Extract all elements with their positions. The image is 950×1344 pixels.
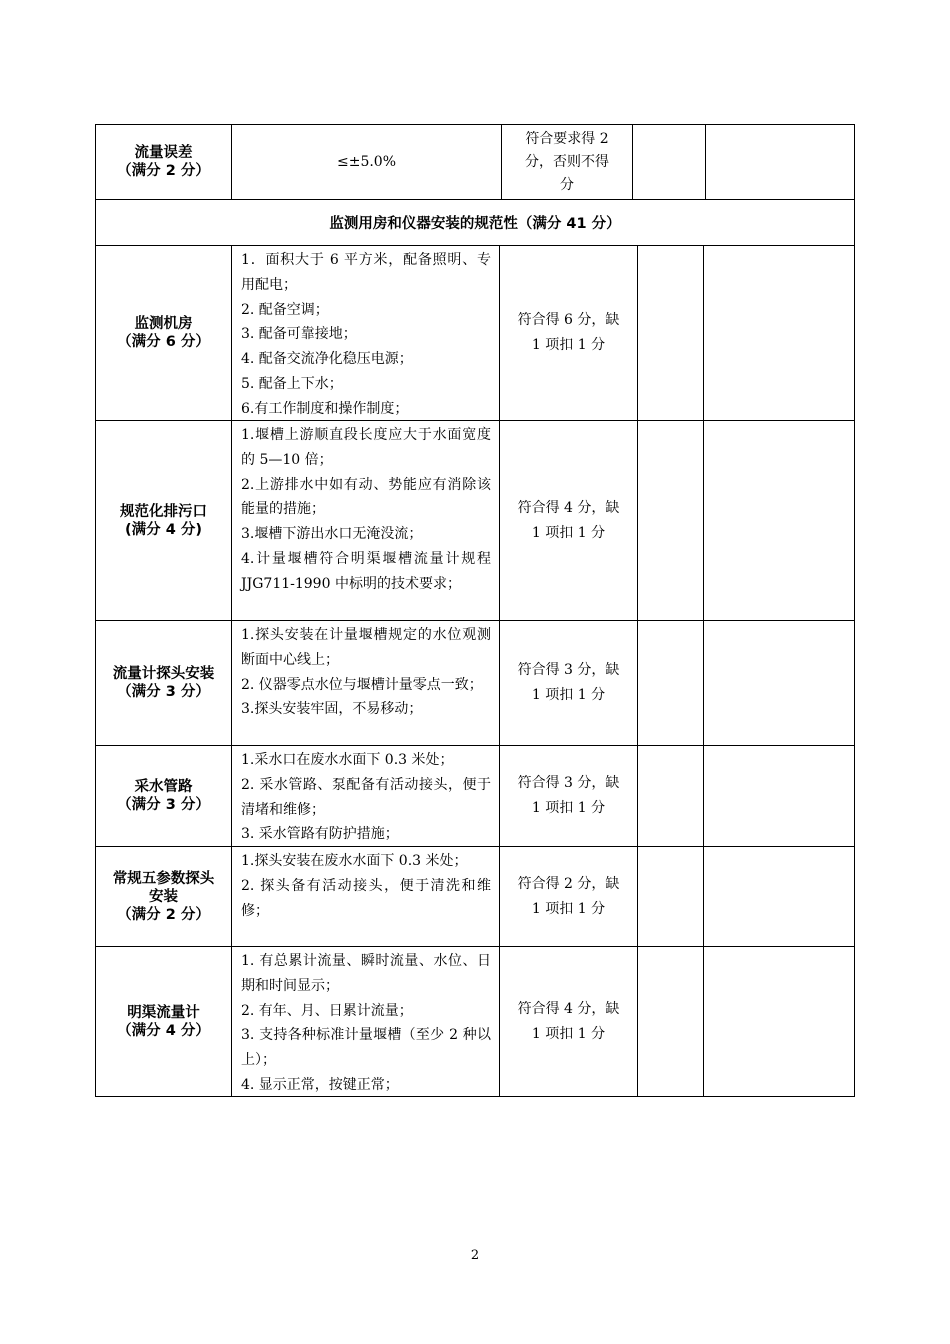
item-max-score: （满分 3 分） [117, 684, 210, 700]
requirement-item: 1.堰槽上游顺直段长度应大于水面宽度的 5—10 倍； [241, 427, 491, 468]
item-name: 明渠流量计 [127, 1004, 200, 1021]
requirement-item: 2. 采水管路、泵配备有活动接头，便于清堵和维修； [241, 776, 491, 818]
row-outfall-score [500, 421, 637, 620]
requirement-item: 2.上游排水中如有动、势能应有消除该能量的措施； [241, 476, 491, 518]
score-line: 符合得 4 分，缺 [517, 499, 620, 516]
requirement-item: 2. 配备空调； [241, 301, 329, 318]
item-name: 采水管路 [134, 779, 193, 795]
score-line: 1 项扣 1 分 [531, 800, 606, 816]
item-max-score: （满分 4 分） [117, 1022, 210, 1039]
row-sampling-pipe-name [96, 746, 231, 846]
requirement-item: 4. 显示正常，按键正常； [241, 1076, 399, 1093]
row-open-channel-flowmeter-requirements [232, 947, 499, 1096]
row-five-param-probe-name [96, 847, 231, 946]
item-name: 流量计探头安装 [112, 666, 215, 682]
requirement-item: 3.堰槽下游出水口无淹没流； [241, 526, 423, 543]
requirement-item: 4. 配备交流净化稳压电源； [241, 351, 413, 368]
score-line: 1 项扣 1 分 [531, 900, 606, 917]
row-flow-error-name [96, 125, 231, 199]
item-max-score: （满分 2 分） [117, 163, 210, 179]
requirement-item: 6.有工作制度和操作制度； [241, 400, 409, 417]
score-line: 符合得 3 分，缺 [517, 775, 620, 791]
section-title-text: 监测用房和仪器安装的规范性（满分 41 分） [329, 216, 621, 232]
requirement-item: 1.探头安装在废水水面下 0.3 米处； [241, 853, 468, 869]
section-title [96, 200, 854, 245]
requirement-item: 2. 有年、月、日累计流量； [241, 1002, 413, 1019]
item-name: 流量误差 [134, 145, 193, 161]
requirement-item: 5. 配备上下水； [241, 375, 343, 392]
requirement-item: 1.探头安装在计量堰槽规定的水位观测断面中心线上； [241, 627, 491, 668]
row-flow-error-score [502, 125, 632, 199]
requirement-item: 1.采水口在废水水面下 0.3 米处； [241, 752, 454, 768]
row-flowmeter-probe-requirements [232, 621, 499, 745]
row-monitoring-room-score [500, 246, 637, 420]
item-max-score: （满分 6 分） [117, 334, 210, 350]
score-line: 1 项扣 1 分 [531, 687, 606, 703]
item-max-score: （满分 2 分） [117, 906, 210, 923]
row-flowmeter-probe-name [96, 621, 231, 745]
row-five-param-probe-requirements [232, 847, 499, 946]
score-line: 符合得 6 分，缺 [517, 312, 620, 328]
requirement-item: 4.计量堰槽符合明渠堰槽流量计规程 JJG711-1990 中标明的技术要求； [241, 550, 491, 592]
item-name: 规范化排污口 [120, 503, 207, 520]
score-line: 符合得 4 分，缺 [517, 1000, 620, 1017]
row-monitoring-room-requirements [232, 246, 499, 420]
score-line: 分，否则不得 [525, 153, 609, 170]
requirement-text: ≤±5.0% [336, 154, 397, 170]
score-line: 1 项扣 1 分 [531, 337, 606, 353]
score-line: 符合要求得 2 [525, 130, 609, 147]
row-five-param-probe-score [500, 847, 637, 946]
row-outfall-requirements [232, 421, 499, 620]
score-line: 符合得 3 分，缺 [517, 662, 620, 678]
score-line: 1 项扣 1 分 [531, 1025, 606, 1042]
row-outfall-name [96, 421, 231, 620]
row-monitoring-room-name [96, 246, 231, 420]
row-flowmeter-probe-score [500, 621, 637, 745]
row-flow-error-requirement [232, 125, 501, 199]
item-name: 安装 [149, 888, 178, 905]
row-open-channel-flowmeter-name [96, 947, 231, 1096]
item-name: 常规五参数探头 [112, 870, 215, 887]
requirement-item: 3. 支持各种标准计量堰槽（至少 2 种以上）； [241, 1027, 491, 1069]
score-line: 符合得 2 分，缺 [517, 875, 620, 892]
requirement-item: 3. 配备可靠接地； [241, 326, 357, 343]
requirement-item: 1．面积大于 6 平方米，配备照明、专用配电； [241, 252, 491, 293]
score-line: 1 项扣 1 分 [531, 524, 606, 541]
requirement-item: 3.探头安装牢固，不易移动； [241, 701, 423, 718]
item-max-score: (满分 4 分) [125, 521, 202, 538]
row-sampling-pipe-score [500, 746, 637, 846]
page-number [445, 1248, 505, 1266]
item-name: 监测机房 [134, 316, 193, 332]
row-open-channel-flowmeter-score [500, 947, 637, 1096]
page-number-text: 2 [470, 1248, 480, 1263]
requirement-item: 2. 仪器零点水位与堰槽计量零点一致； [241, 676, 483, 693]
score-line: 分 [560, 176, 574, 193]
requirement-item: 3. 采水管路有防护措施； [241, 826, 399, 843]
row-sampling-pipe-requirements [232, 746, 499, 846]
requirement-item: 2. 探头备有活动接头，便于清洗和维修； [241, 877, 491, 919]
item-max-score: （满分 3 分） [117, 797, 210, 813]
requirement-item: 1. 有总累计流量、瞬时流量、水位、日期和时间显示； [241, 953, 491, 994]
